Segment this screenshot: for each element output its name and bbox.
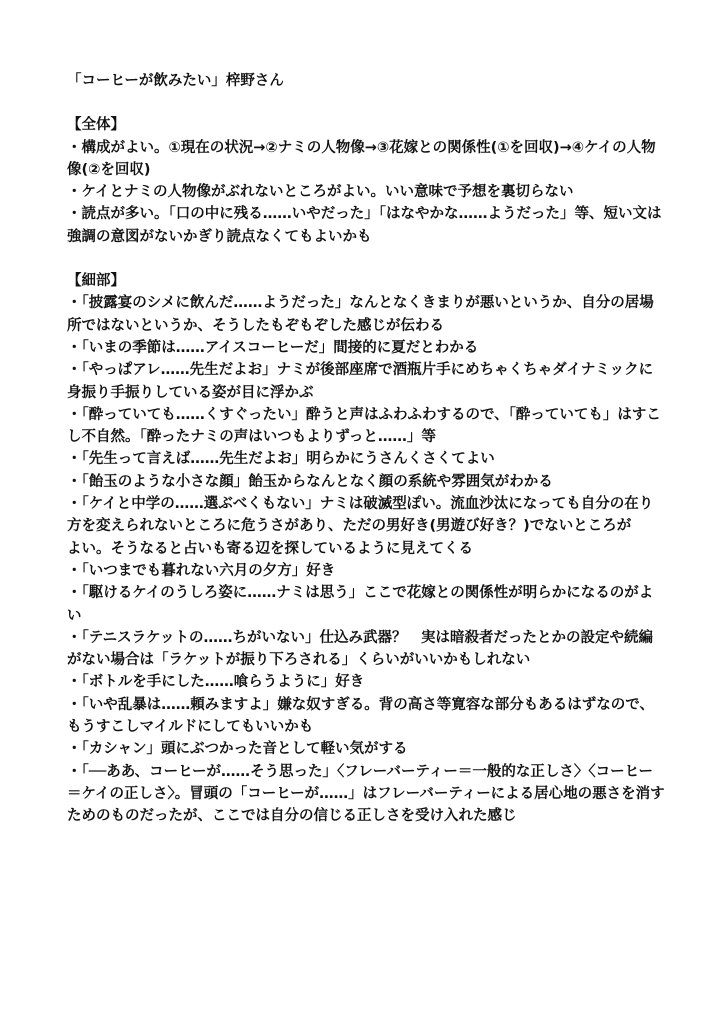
detail-line-2: ・「いまの季節は……アイスコーヒーだ」間接的に夏だとわかる (67, 339, 479, 356)
detail-line-8: ・「いつまでも暮れない六月の夕方」好き (67, 562, 336, 579)
detail-line-14: ・「──ああ、コーヒーが……そう思った」〈フレーバーティー＝一般的な正しさ〉〈コーヒー＝ケイの正しさ〉。冒頭の「コーヒーが……」はフレーバーティーによる居心地の悪さを消すためのものだったが、ここでは自分の信じる正しさを受け入れた感じ (67, 763, 665, 825)
overall-line-commas: ・読点が多い。「口の中に残る……いやだった」「はなやかな……ようだった」等、短い文は強調の意図がないかぎり読点なくてもよいかも (67, 206, 662, 245)
detail-line-12: ・「いや乱暴は……頼みますよ」嫌な奴すぎる。背の高さ等寛容な部分もあるはずなので、もうすこしマイルドにしてもいいかも (67, 696, 654, 736)
section-heading-details: 【細部】 (67, 273, 125, 290)
overall-line-characters: ・ケイとナミの人物像がぶれないところがよい。いい意味で予想を裏切らない (67, 184, 574, 201)
document-title: 「コーヒーが飲みたい」梓野さん (67, 73, 284, 89)
detail-line-1: ・「披露宴のシメに飲んだ……ようだった」なんとなくきまりが悪いというか、自分の居場所ではないというか、そうしたもぞもぞした感じが伝わる (67, 295, 654, 334)
document-page (67, 70, 667, 828)
overall-line-structure: ・構成がよい。①現在の状況→②ナミの人物像→③花嫁との関係性(①を回収)→④ケイの人物像(②を回収) (67, 139, 656, 178)
detail-line-13: ・「カシャン」頭にぶつかった音として軽い気がする (67, 741, 408, 758)
detail-line-3: ・「やっぱアレ……先生だよお」ナミが後部座席で酒瓶片手にめちゃくちゃダイナミックに身振り手振りしている姿が目に浮かぶ (67, 362, 654, 401)
detail-line-10: ・「テニスラケットの……ちがいない」仕込み武器？ 実は暗殺者だったとかの設定や続編がない場合は「ラケットが振り下ろされる」くらいがいいかもしれない (67, 629, 653, 669)
detail-line-6: ・「飴玉のような小さな顔」飴玉からなんとなく顔の系統や雰囲気がわかる (67, 473, 553, 490)
detail-line-4: ・「酔っていても……くすぐったい」酔うと声はふわふわするので、「酔っていても」はすこし不自然。「酔ったナミの声はいつもよりずっと……」等 (67, 406, 661, 446)
detail-line-9: ・「駆けるケイのうしろ姿に……ナミは思う」ここで花嫁との関係性が明らかになるのがよい (67, 585, 654, 624)
detail-line-7: ・「ケイと中学の……選ぶべくもない」ナミは破滅型ぽい。流血沙汰になっても自分の在り方を変えられないところに危うさがあり、ただの男好き(男遊び好き？)でないところが (67, 496, 654, 535)
detail-line-7-continuation: よい。そうなると占いも寄る辺を探しているように見えてくる (67, 540, 473, 557)
section-details (67, 270, 667, 827)
section-heading-overall: 【全体】 (67, 117, 125, 134)
detail-line-5: ・「先生って言えば……先生だよお」明らかにうさんくさくてよい (67, 451, 495, 468)
detail-line-11: ・「ボトルを手にした……喰らうように」好き (67, 674, 365, 691)
section-overall (67, 114, 667, 248)
